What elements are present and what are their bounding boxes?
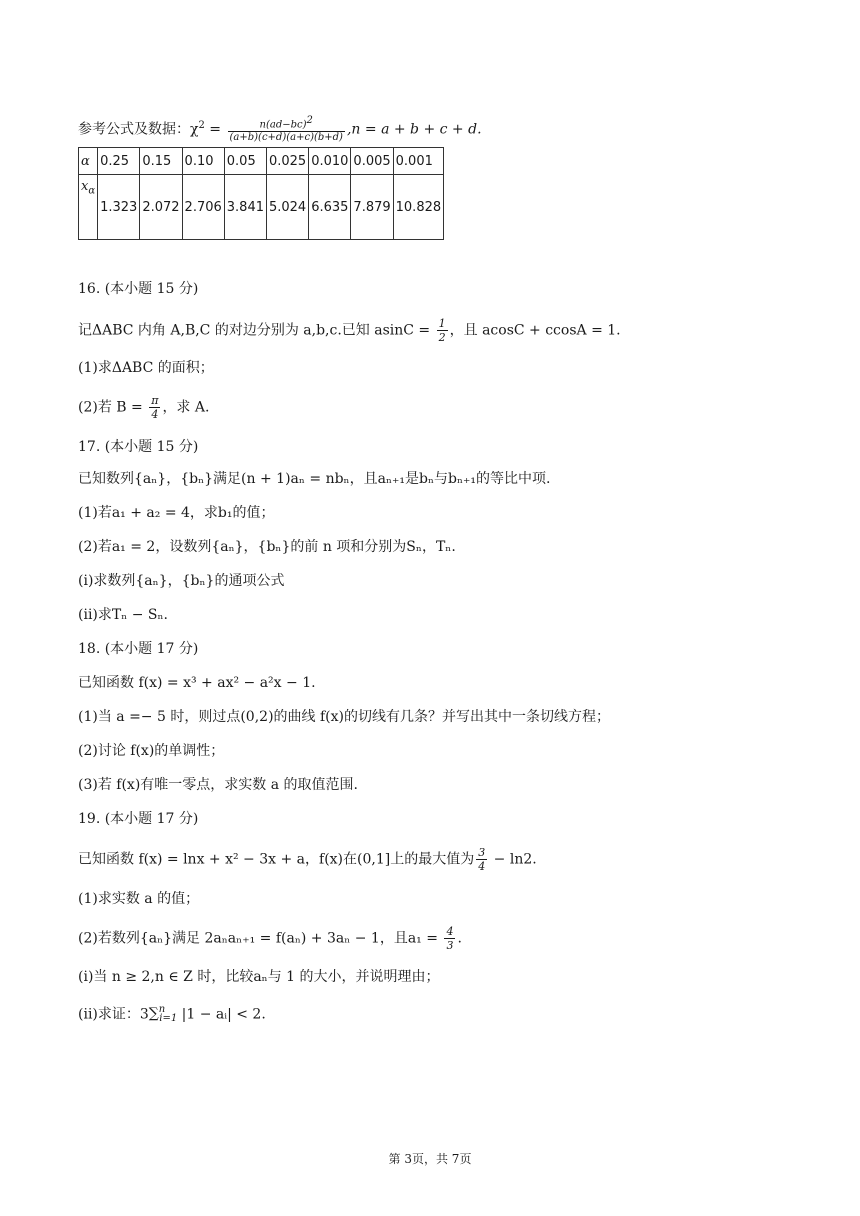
q17-stem: 已知数列{aₙ}，{bₙ}满足(n + 1)aₙ = nbₙ，且aₙ₊₁是bₙ与bₙ₊₁的等比中项. <box>78 471 551 487</box>
q16-part2 <box>78 395 209 420</box>
q16-part2-b: ，求 A. <box>162 399 210 416</box>
fraction-numerator: 4 <box>446 925 454 938</box>
q19-part2-b: . <box>457 930 462 947</box>
fraction-denominator: 3 <box>446 939 454 952</box>
q16-stem-part-b: ，且 acosC + ccosA = 1. <box>449 322 621 339</box>
sigma-symbol: ∑ <box>148 1005 159 1022</box>
page-footer: 第 3页，共 7页 <box>388 1152 472 1166</box>
q19-stem-part-a: 已知函数 f(x) = lnx + x² − 3x + a，f(x)在(0,1]上的最大值为 <box>78 851 475 868</box>
chi-symbol: χ <box>190 121 199 138</box>
table-cell: 0.001 <box>393 148 444 175</box>
q16-fraction-pi-4 <box>149 395 160 420</box>
q19-part2-a: (2)若数列{aₙ}满足 2aₙaₙ₊₁ = f(aₙ) + 3aₙ − 1，且a₁ = <box>78 930 443 947</box>
table-cell: 0.010 <box>309 148 351 175</box>
q18-part2: (2)讨论 f(x)的单调性； <box>78 743 225 759</box>
table-header-x-alpha <box>79 175 98 240</box>
q17-part2: (2)若a₁ = 2，设数列{aₙ}，{bₙ}的前 n 项和分别为Sₙ，Tₙ. <box>78 539 456 555</box>
critical-value-table <box>78 147 444 240</box>
q19-part2 <box>78 926 462 951</box>
chi-square-exponent: 2 <box>198 120 205 132</box>
fraction-denominator: (a+b)(c+d)(a+c)(b+d) <box>229 132 343 144</box>
q16-part1: (1)求ΔABC 的面积； <box>78 360 214 376</box>
q18-part3: (3)若 f(x)有唯一零点，求实数 a 的取值范围. <box>78 777 358 793</box>
table-cell: 0.05 <box>224 148 266 175</box>
q16-part2-a: (2)若 B = <box>78 399 148 416</box>
fraction-denominator: 2 <box>438 331 446 344</box>
table-cell: 5.024 <box>266 175 308 240</box>
reference-formula <box>78 116 482 143</box>
q19-part2-ii-b: |1 − aᵢ| < 2. <box>177 1006 266 1023</box>
q16-stem-part-a: 记ΔABC 内角 A,B,C 的对边分别为 a,b,c.已知 asinC = <box>78 322 435 339</box>
q19-stem-part-b: − ln2. <box>489 851 537 868</box>
q19-part2-i: (ⅰ)当 n ≥ 2,n ∈ Z 时，比较aₙ与 1 的大小，并说明理由； <box>78 969 440 985</box>
formula-label: 参考公式及数据： <box>78 121 190 138</box>
sum-upper-limit: n <box>158 1004 166 1015</box>
q19-part2-ii <box>78 1000 266 1029</box>
q17-part2-i: (ⅰ)求数列{aₙ}，{bₙ}的通项公式 <box>78 573 285 589</box>
q17-header: 17. (本小题 15 分) <box>78 439 199 455</box>
q17-part2-ii: (ⅱ)求Tₙ − Sₙ. <box>78 607 169 623</box>
fraction-numerator: 1 <box>438 317 446 330</box>
sum-lower-limit: i=1 <box>159 1013 178 1025</box>
table-cell: 0.10 <box>182 148 224 175</box>
fraction-denominator: 4 <box>151 408 159 421</box>
x-symbol: x <box>81 179 89 194</box>
chi-square-fraction <box>228 116 345 143</box>
formula-tail: ,n = a + b + c + d. <box>346 121 482 138</box>
table-cell: 1.323 <box>98 175 140 240</box>
fraction-numerator: n(ad−bc) <box>259 119 307 131</box>
table-cell: 0.025 <box>266 148 308 175</box>
table-cell: 3.841 <box>224 175 266 240</box>
q19-part1: (1)求实数 a 的值； <box>78 891 200 907</box>
table-cell: 6.635 <box>309 175 351 240</box>
q16-fraction-half <box>437 318 448 343</box>
table-cell: 10.828 <box>393 175 444 240</box>
fraction-numerator: π <box>151 394 159 407</box>
q19-stem <box>78 847 537 872</box>
q19-header: 19. (本小题 17 分) <box>78 811 199 827</box>
q16-header: 16. (本小题 15 分) <box>78 281 199 297</box>
table-row-critical <box>79 175 444 240</box>
table-cell: 2.072 <box>140 175 182 240</box>
q19-fraction-three-quarters <box>476 847 487 872</box>
table-header-alpha: α <box>79 148 98 175</box>
table-cell: 0.15 <box>140 148 182 175</box>
alpha-subscript: α <box>88 185 96 197</box>
q16-stem <box>78 318 621 343</box>
numerator-exponent: 2 <box>306 115 313 126</box>
q19-fraction-four-thirds <box>444 926 455 951</box>
q18-part1: (1)当 a =− 5 时，则过点(0,2)的曲线 f(x)的切线有几条？并写出其中一条切线方程； <box>78 709 610 725</box>
fraction-numerator: 3 <box>478 846 486 859</box>
table-cell: 0.005 <box>351 148 393 175</box>
q17-part1: (1)若a₁ + a₂ = 4，求b₁的值； <box>78 505 275 521</box>
table-cell: 2.706 <box>182 175 224 240</box>
q18-header: 18. (本小题 17 分) <box>78 641 199 657</box>
summation <box>149 1000 177 1029</box>
formula-equals: = <box>204 121 226 138</box>
q19-part2-ii-a: (ⅱ)求证：3 <box>78 1006 149 1023</box>
table-row-alpha <box>79 148 444 175</box>
q18-stem: 已知函数 f(x) = x³ + ax² − a²x − 1. <box>78 675 316 691</box>
table-cell: 7.879 <box>351 175 393 240</box>
fraction-denominator: 4 <box>478 860 486 873</box>
table-cell: 0.25 <box>98 148 140 175</box>
